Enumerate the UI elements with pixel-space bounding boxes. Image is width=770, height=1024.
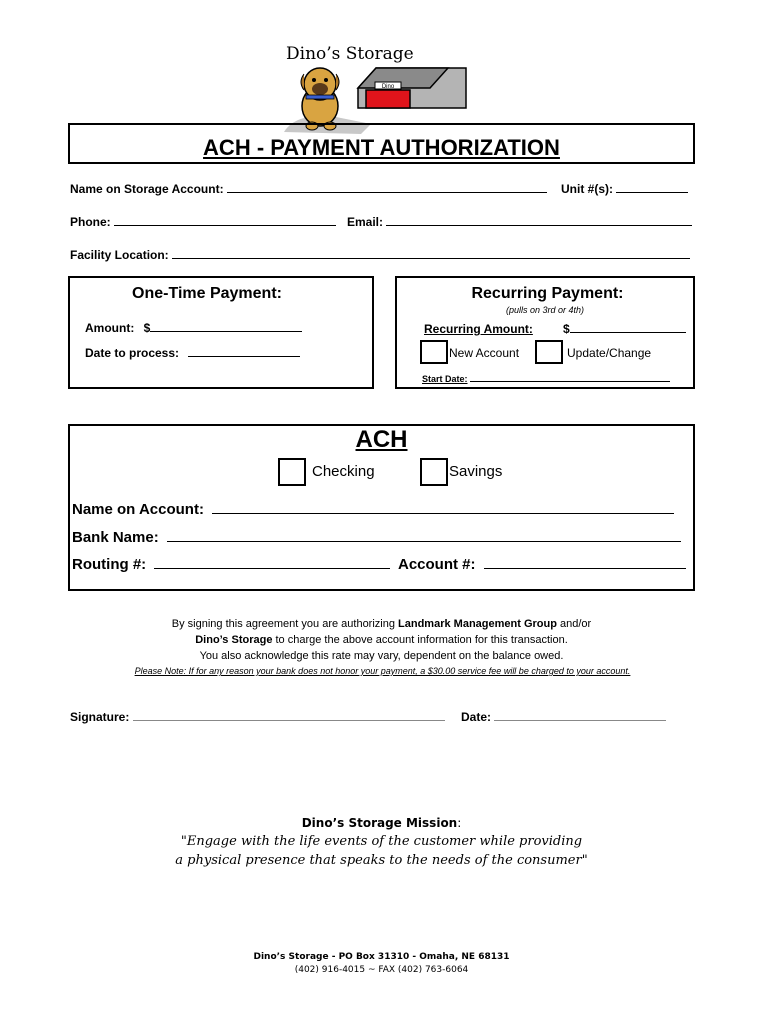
start-date-field[interactable] — [422, 374, 670, 384]
signature-field[interactable] — [70, 710, 445, 724]
savings-label: Savings — [449, 463, 503, 480]
service-fee-note: Please Note: If for any reason your bank does not honor your payment, a $30.00 service fee will be charged to your account. — [134, 666, 631, 676]
footer — [68, 951, 695, 977]
agreement-line-3: You also acknowledge this rate may vary, dependent on the balance owed. — [199, 650, 564, 662]
facility-location-field[interactable] — [70, 248, 690, 262]
signature-label: Signature: — [70, 710, 130, 724]
mission-heading: Dino’s Storage Mission: — [301, 816, 462, 830]
date-field[interactable] — [461, 710, 666, 724]
account-field[interactable] — [398, 556, 686, 573]
savings-checkbox[interactable] — [420, 458, 448, 486]
footer-address: Dino’s Storage - PO Box 31310 - Omaha, NE 68131 — [253, 952, 510, 962]
checking-checkbox[interactable] — [278, 458, 306, 486]
email-label: Email: — [347, 215, 384, 229]
logo-brand-text: Dino’s Storage — [286, 44, 414, 64]
name-on-storage-account-field[interactable] — [70, 182, 547, 196]
unit-label: Unit #(s): — [561, 182, 613, 196]
facility-location-label: Facility Location: — [70, 248, 169, 262]
footer-phone: (402) 916-4015 ~ FAX (402) 763-6064 — [294, 965, 469, 975]
new-account-label: New Account — [449, 346, 520, 360]
mission-line-2: a physical presence that speaks to the needs of the consumer" — [175, 853, 588, 868]
name-on-account-field[interactable] — [72, 501, 674, 518]
one-time-amount-prefix: $ — [143, 321, 151, 335]
one-time-amount-label: Amount: — [85, 321, 135, 335]
start-date-label: Start Date: — [422, 374, 468, 384]
date-label: Date: — [461, 710, 492, 724]
mission-statement — [68, 832, 695, 870]
date-to-process-label: Date to process: — [85, 346, 180, 360]
recurring-amount-field[interactable] — [563, 322, 686, 336]
checking-label: Checking — [312, 463, 375, 480]
bank-name-field[interactable] — [72, 529, 681, 546]
update-change-label: Update/Change — [567, 346, 652, 360]
bank-name-label: Bank Name: — [72, 529, 159, 546]
routing-label: Routing #: — [72, 556, 147, 573]
name-on-storage-account-label: Name on Storage Account: — [70, 182, 224, 196]
date-to-process-field[interactable] — [85, 346, 300, 360]
ach-heading: ACH — [355, 426, 408, 453]
account-label: Account #: — [398, 556, 476, 573]
agreement-line-2: Dino’s Storage to charge the above account information for this transaction. — [195, 634, 568, 646]
name-on-account-label: Name on Account: — [72, 501, 204, 518]
one-time-payment-heading: One-Time Payment: — [132, 285, 282, 302]
email-field[interactable] — [347, 215, 692, 229]
unit-field[interactable] — [561, 182, 688, 196]
recurring-note: (pulls on 3rd or 4th) — [505, 305, 585, 315]
logo-sign-text: Dino — [381, 84, 395, 90]
routing-field[interactable] — [72, 556, 390, 573]
page-title: ACH - PAYMENT AUTHORIZATION — [203, 135, 560, 160]
recurring-amount-prefix: $ — [563, 322, 570, 336]
recurring-amount-label: Recurring Amount: — [424, 322, 533, 336]
mission-line-1: "Engage with the life events of the customer while providing — [180, 834, 583, 849]
new-account-checkbox[interactable] — [420, 340, 448, 364]
phone-label: Phone: — [70, 215, 111, 229]
phone-field[interactable] — [70, 215, 336, 229]
agreement-text — [68, 616, 695, 664]
agreement-line-1: By signing this agreement you are authorizing Landmark Management Group and/or — [171, 618, 592, 630]
one-time-amount-field[interactable] — [85, 321, 302, 335]
update-change-checkbox[interactable] — [535, 340, 563, 364]
recurring-payment-heading: Recurring Payment: — [471, 285, 624, 302]
